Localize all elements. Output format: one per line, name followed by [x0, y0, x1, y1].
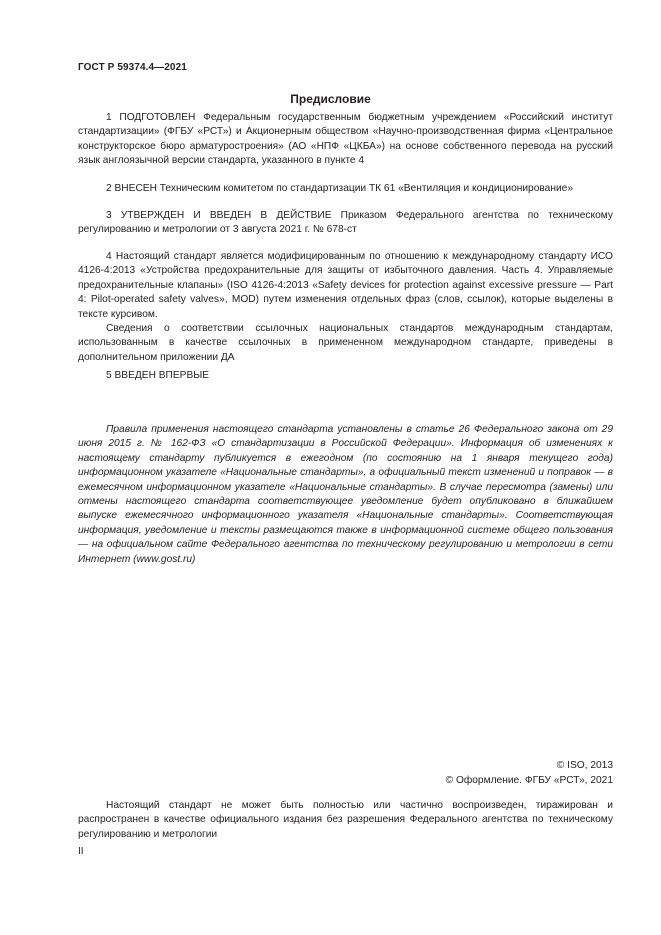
paragraph-5-block: [78, 369, 613, 383]
page-number: II: [78, 846, 84, 857]
paragraph-2: 2 ВНЕСЕН Техническим комитетом по стандартизации ТК 61 «Вентиляция и кондиционирование»: [106, 183, 574, 194]
paragraph-3-block: [78, 209, 613, 238]
paragraph-4: 4 Настоящий стандарт является модифицированным по отношению к международному стандарту ИСО 4126-4:2013 «Устройства предохранительные для защиты от избыточного давления. Часть 4. Управляемые предохранительные клапаны» (ISO 4126-4:2013 «Safety devices for protection against excessive pressure — Part 4: Pilot-operated safety valves», MOD) путем изменения отдельных фраз (слов, ссылок), которые выделены в тексте курсивом.: [78, 251, 613, 320]
reproduction-notice-block: [78, 799, 613, 842]
paragraph-5: 5 ВВЕДЕН ВПЕРВЫЕ: [106, 370, 210, 381]
paragraph-2-block: [78, 182, 613, 196]
paragraph-4b: Сведения о соответствии ссылочных национальных стандартов международным стандартам, использованным в качестве ссылочных в примененном международном стандарте, приведены в дополнительном приложении ДА: [78, 323, 613, 363]
copyright-design: © Оформление. ФГБУ «РСТ», 2021: [445, 775, 613, 786]
application-rules-block: [78, 423, 613, 567]
paragraph-4-block: [78, 250, 613, 365]
application-rules: Правила применения настоящего стандарта установлены в статье 26 Федерального закона от 29 июня 2015 г. № 162-ФЗ «О стандартизации в Российской Федерации». Информация об изменениях к настоящему стандарту публикуется в ежегодном (по состоянию на 1 января текущего года) информационном указателе «Национальные стандарты», а официальный текст изменений и поправок — в ежемесячном информационном указателе «Национальные стандарты». В случае пересмотра (замены) или отмены настоящего стандарта соответствующее уведомление будет опубликовано в ближайшем выпуске ежемесячного информационного указателя «Национальные стандарты». Соответствующая информация, уведомление и тексты размещаются также в информационной системе общего пользования — на официальном сайте Федерального агентства по техническому регулированию и метрологии в сети Интернет (www.gost.ru): [78, 424, 613, 565]
paragraph-1-block: [78, 111, 613, 169]
reproduction-notice: Настоящий стандарт не может быть полностью или частично воспроизведен, тиражирован и распространен в качестве официального издания без разрешения Федерального агентства по техническому регулированию и метрологии: [78, 800, 613, 840]
section-title: Предисловие: [290, 92, 371, 106]
document-code: ГОСТ Р 59374.4—2021: [78, 62, 187, 73]
copyright-iso: © ISO, 2013: [556, 760, 613, 771]
paragraph-3: 3 УТВЕРЖДЕН И ВВЕДЕН В ДЕЙСТВИЕ Приказом Федерального агентства по техническому регулированию и метрологии от 3 августа 2021 г. № 678-ст: [78, 210, 613, 236]
paragraph-1: 1 ПОДГОТОВЛЕН Федеральным государственным бюджетным учреждением «Российский институт стандартизации» (ФГБУ «РСТ») и Акционерным обществом «Научно-производственная фирма «Центральное конструкторское бюро арматуростроения» (АО «НПФ «ЦКБА») на основе собственного перевода на русский язык англоязычной версии стандарта, указанного в пункте 4: [78, 112, 613, 167]
